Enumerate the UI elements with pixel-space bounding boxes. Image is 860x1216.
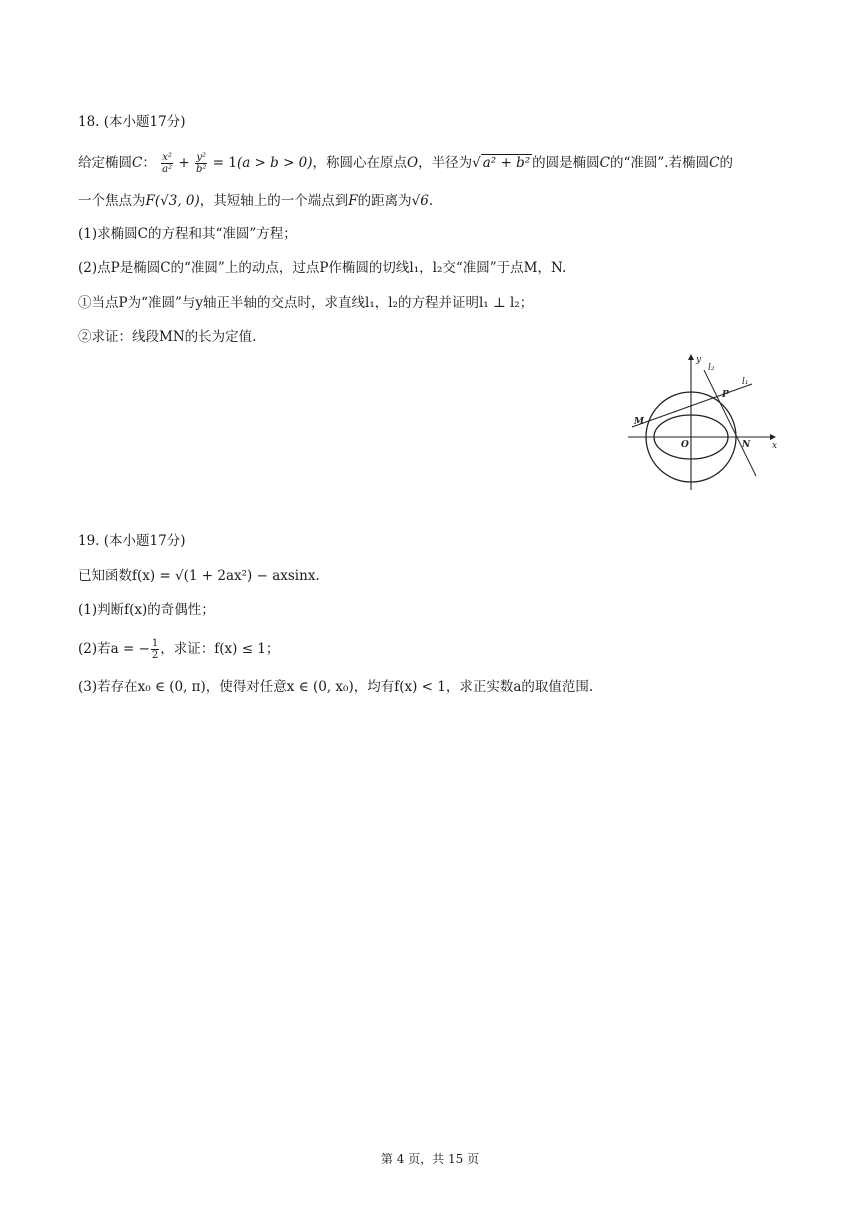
q18-intro-line2: 一个焦点为F(√3, 0)，其短轴上的一个端点到F的距离为√6. [78,193,434,209]
q18-sub1: ①当点P为“准圆”与y轴正半轴的交点时，求直线l₁，l₂的方程并证明l₁ ⊥ l₂； [78,295,534,311]
q18-intro-text-6: 的 [719,155,733,171]
y-axis-arrow [688,354,694,360]
q18-intro-line1: 给定椭圆C： $\frac{\text{x²}}{\text{a²}}$ + $\frac{\text{y²}}{\text{b²}}$ = 1(a > b > 0)，称圆心在原点O，半径为√ a² + b² 的圆是椭圆C的“准圆”.若椭圆C的 [78,152,733,175]
x-axis-arrow [770,434,776,440]
q19-part3: (3)若存在x₀ ∈ (0, π)，使得对任意x ∈ (0, x₀)，均有f(x) < 1，求正实数a的取值范围. [78,679,594,695]
focus-point: F(√3, 0) [145,193,200,209]
y-axis-label: y [696,355,702,365]
q18-line2-text-2: ，其短轴上的一个端点到 [199,193,349,209]
q18-intro-text-3: ，半径为 [418,155,473,171]
q19-part2-suffix: ，求证：f(x) ≤ 1； [160,641,280,657]
q19-part2 [78,636,279,662]
q19-part1: (1)判断f(x)的奇偶性； [78,602,215,618]
origin-label: O [407,155,419,171]
point-N-label: N [742,440,751,450]
q19-header: 19. (本小题17分) [78,533,186,549]
fraction-one-half: $\frac{1}{2}$ [151,638,159,661]
origin-O-label: O [681,440,689,450]
q18-header: 18. (本小题17分) [78,114,186,130]
q18-line2-text-1: 一个焦点为 [78,193,146,209]
ellipse-diagram [624,352,780,494]
ellipse-condition: (a > b > 0) [236,155,313,171]
x-axis-label: x [772,441,778,451]
q18-part1: (1)求椭圆C的方程和其“准圆”方程； [78,226,297,242]
distance-value: √6 [411,193,429,209]
fraction-y2-b2: $\frac{\text{y²}}{\text{b²}}$ [196,152,207,175]
q19-part2-prefix: (2)若a = − [78,641,150,657]
tangent-line-l1 [632,384,752,427]
l2-label: l₂ [708,363,715,373]
l1-label: l₁ [742,377,749,387]
q18-intro-text-5: 的“准圆”.若椭圆 [610,155,710,171]
radius-sqrt: √ a² + b² [472,155,531,171]
point-M-label: M [634,417,644,427]
point-P-label: P [722,390,729,400]
fraction-x2-a2: $\frac{\text{x²}}{\text{a²}}$ [162,152,173,175]
q18-intro-text-1: 给定椭圆 [78,155,132,171]
q18-intro-text-2: ，称圆心在原点 [312,155,408,171]
q18-intro-text-4: 的圆是椭圆 [532,155,600,171]
ellipse-name: C [132,155,143,171]
q18-line2-text-3: 的距离为 [357,193,412,209]
colon: ： [142,155,156,171]
page-footer: 第 4 页，共 15 页 [380,1152,480,1166]
q18-sub2: ②求证：线段MN的长为定值. [78,329,257,345]
q19-intro: 已知函数f(x) = √(1 + 2ax²) − axsinx. [78,568,320,584]
q18-part2: (2)点P是椭圆C的“准圆”上的动点，过点P作椭圆的切线l₁，l₂交“准圆”于点M，N. [78,260,567,276]
